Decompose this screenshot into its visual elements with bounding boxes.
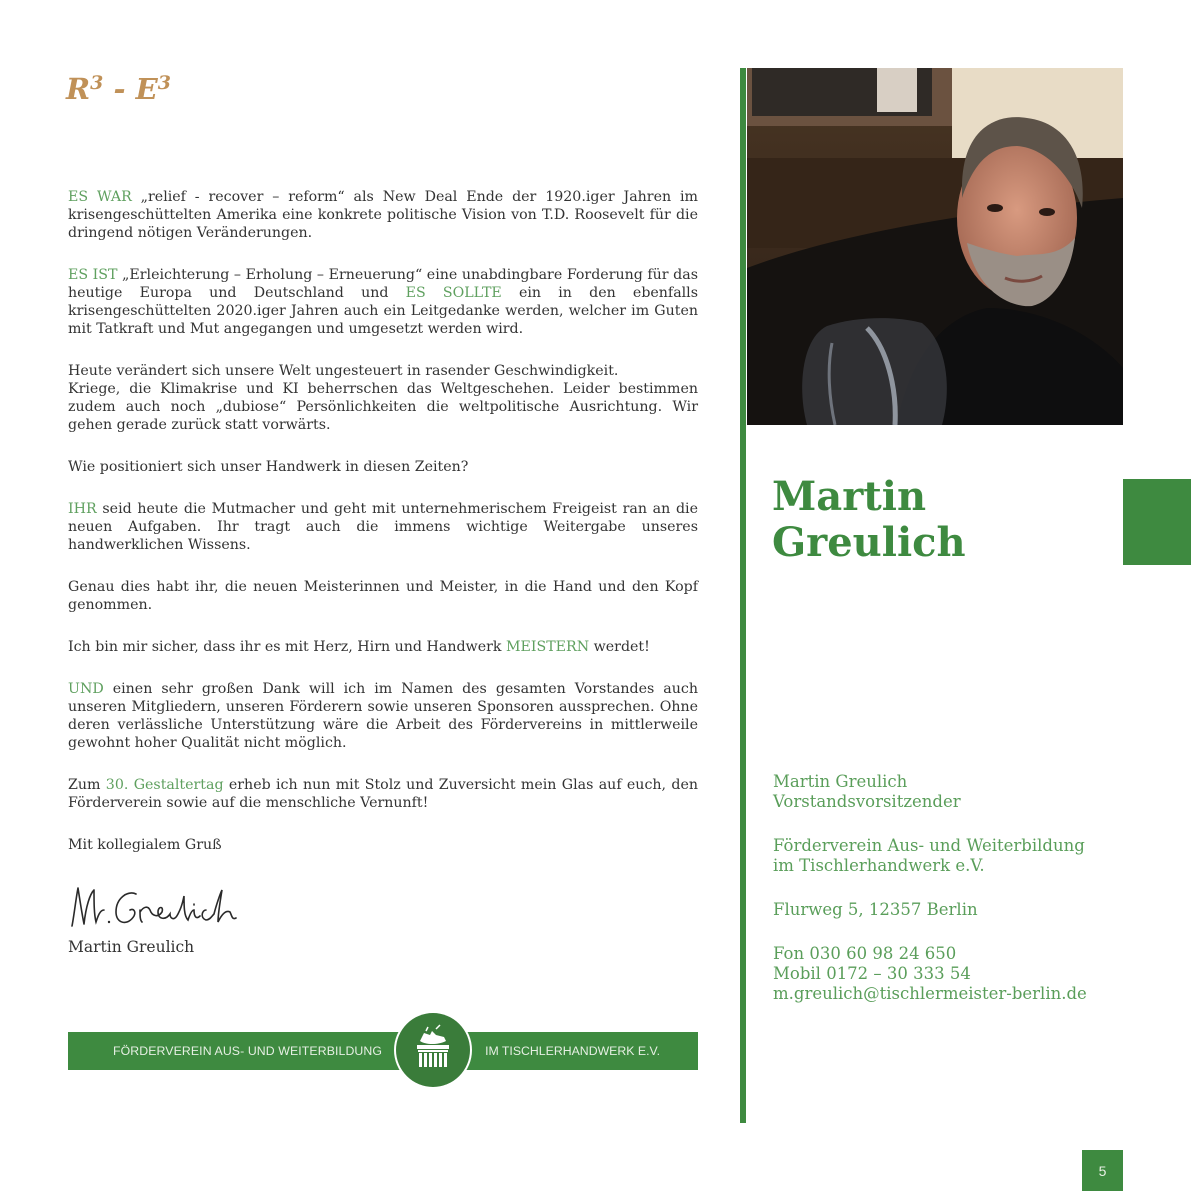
paragraph [68, 266, 698, 338]
paragraph-text: „Erleichterung – Erholung – Erneuerung“ eine unabdingbare Forderung für das heutige Europa und Deutschland und [68, 267, 699, 301]
paragraph-text: Ich bin mir sicher, dass ihr es mit Herz, Hirn und Handwerk [68, 639, 506, 655]
closing-greeting: Mit kollegialem Gruß [68, 837, 222, 853]
highlight-lead: UND [68, 681, 104, 697]
signed-name: Martin Greulich [68, 938, 195, 956]
title-separator: - [103, 72, 136, 106]
paragraph [68, 680, 698, 752]
paragraph-text: einen sehr großen Dank will ich im Namen des gesamten Vorstandes auch unseren Mitgliedern, unseren Förderern sowie unseren Sponsoren aussprechen. Ohne deren verlässliche Unterstützung wäre die Arbeit des Fördervereins in mittlerweile gewohnt hoher Qualität nicht möglich. [68, 681, 698, 751]
contact-name: Martin Greulich [773, 772, 908, 791]
title-e: E [135, 72, 158, 106]
footer-org-right: IM TISCHLERHANDWERK E.V. [485, 1044, 660, 1058]
paragraph-text: werdet! [589, 639, 650, 655]
page-title [66, 72, 171, 106]
footer-banner [68, 1032, 698, 1070]
portrait-illustration [747, 68, 1123, 425]
highlight-lead: ES IST [68, 267, 118, 283]
page-number: 5 [1082, 1150, 1123, 1191]
highlight-word: 30. Gestaltertag [105, 777, 224, 793]
paragraph-text: Zum [68, 777, 106, 793]
contact-details [773, 772, 1087, 1028]
contact-mobile: Mobil 0172 – 30 333 54 [773, 964, 971, 983]
contact-address: Flurweg 5, 12357 Berlin [773, 900, 978, 919]
contact-email-link[interactable]: m.greulich@tischlermeister-berlin.de [773, 984, 1087, 1003]
contact-organization: Förderverein Aus- und Weiterbildung [773, 836, 1085, 855]
contact-organization: im Tischlerhandwerk e.V. [773, 856, 985, 875]
paragraph [68, 638, 698, 656]
paragraph [68, 362, 698, 434]
title-exponent: 3 [157, 72, 171, 94]
highlight-lead: ES WAR [68, 189, 132, 205]
brandenburg-gate-plane-icon [396, 1013, 470, 1087]
paragraph-text: Heute verändert sich unsere Welt ungesteuert in rasender Geschwindigkeit. [68, 363, 619, 379]
paragraph-text: Kriege, die Klimakrise und KI beherrschen das Weltgeschehen. Leider bestimmen zudem auch noch „dubiose“ Persönlichkeiten die weltpolitische Ausrichtung. Wir gehen gerade zurück statt vorwärts. [68, 381, 698, 433]
portrait-photo [747, 68, 1123, 425]
paragraph [68, 188, 698, 242]
title-r: R [66, 72, 91, 106]
letter-body [68, 188, 698, 878]
organization-logo [396, 1013, 470, 1087]
title-exponent: 3 [90, 72, 104, 94]
contact-role: Vorstandsvorsitzender [773, 792, 961, 811]
contact-phone: Fon 030 60 98 24 650 [773, 944, 957, 963]
paragraph-text: seid heute die Mutmacher und geht mit unternehmerischem Freigeist ran an die neuen Aufgaben. Ihr tragt auch die immens wichtige Weitergabe unseres handwerklichen Wissens. [68, 501, 698, 553]
paragraph-text: „relief - recover – reform“ als New Deal Ende der 1920.iger Jahren im krisengeschüttelten Amerika eine konkrete politische Vision von T.D. Roosevelt für die dringend nötigen Veränderungen. [68, 189, 699, 241]
profile-name-heading [772, 474, 966, 566]
paragraph [68, 500, 698, 554]
heading-last-name: Greulich [772, 519, 966, 566]
paragraph-text: erheb ich nun mit Stolz und Zuversicht mein Glas auf euch, den Förderverein sowie auf die menschliche Vernunft! [68, 777, 698, 811]
vertical-divider [740, 68, 746, 1123]
highlight-word: ES SOLLTE [405, 285, 502, 301]
decorative-green-tab [1123, 479, 1191, 565]
paragraph-text: ein in den ebenfalls krisengeschüttelten 2020.iger Jahren auch ein Leitgedanke werden, welcher im Guten mit Tatkraft und Mut angegangen und umgesetzt werden wird. [68, 285, 699, 337]
paragraph: Wie positioniert sich unser Handwerk in diesen Zeiten? [68, 459, 469, 475]
paragraph: Genau dies habt ihr, die neuen Meisterinnen und Meister, in die Hand und den Kopf genommen. [68, 579, 698, 613]
heading-first-name: Martin [772, 473, 927, 520]
handwritten-signature [66, 876, 256, 936]
paragraph [68, 776, 698, 812]
highlight-word: MEISTERN [505, 639, 590, 655]
highlight-lead: IHR [68, 501, 97, 517]
footer-org-left: FÖRDERVEREIN AUS- UND WEITERBILDUNG [113, 1044, 383, 1058]
